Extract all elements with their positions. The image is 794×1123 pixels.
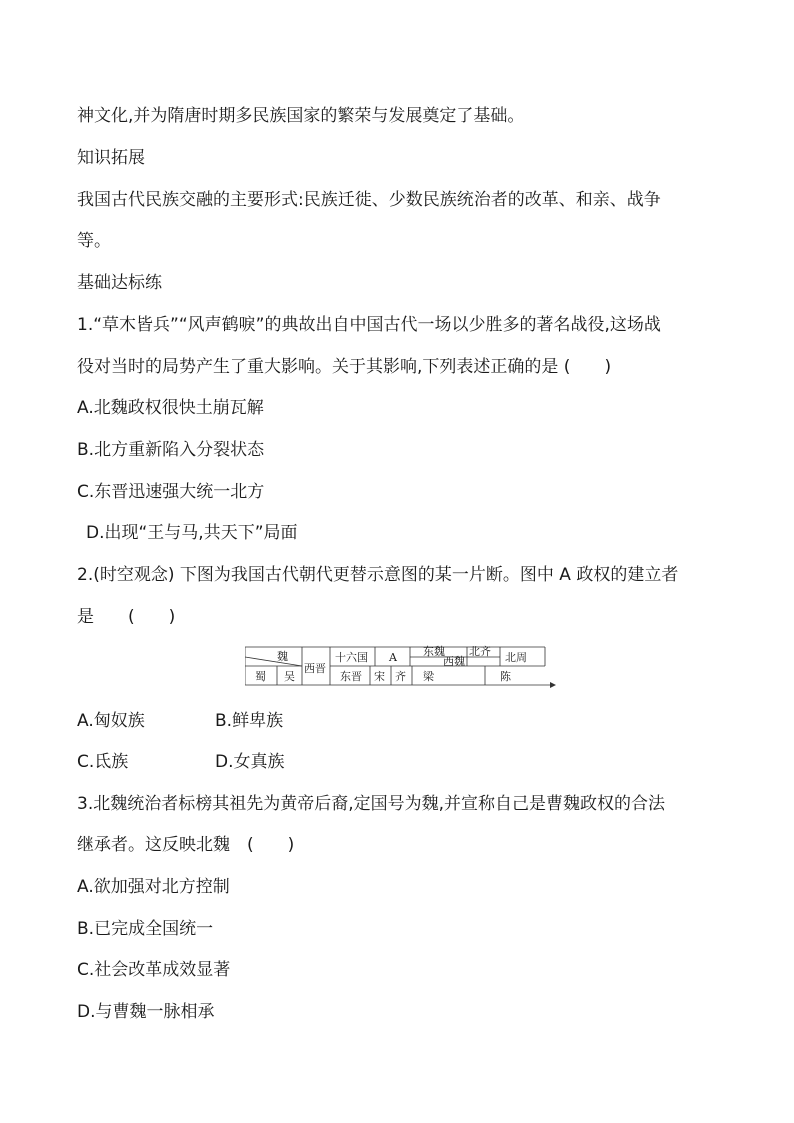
timeline-wei: 魏	[277, 650, 288, 663]
q3-option-d: D.与曹魏一脉相承	[77, 1002, 215, 1022]
timeline-eastern-wei: 东魏	[423, 645, 445, 658]
dynasty-timeline	[245, 644, 557, 690]
q1-option-d: D.出现“王与马,共天下”局面	[86, 523, 298, 543]
q3-stem-line1: 3.北魏统治者标榜其祖先为黄帝后裔,定国号为魏,并宣称自己是曹魏政权的合法	[77, 794, 666, 814]
q3-option-b: B.已完成全国统一	[77, 919, 214, 939]
timeline-eastern-jin: 东晋	[340, 670, 362, 683]
timeline-western-wei: 西魏	[443, 655, 465, 668]
q2-option-a: A.匈奴族	[77, 711, 145, 731]
extension-text-line2: 等。	[77, 231, 111, 251]
extension-heading: 知识拓展	[77, 148, 145, 168]
timeline-qi: 齐	[395, 670, 406, 683]
timeline-a: A	[389, 651, 397, 664]
q3-stem-line2: 继承者。这反映北魏 ( )	[77, 835, 295, 855]
timeline-shu: 蜀	[255, 670, 266, 683]
intro-line: 神文化,并为隋唐时期多民族国家的繁荣与发展奠定了基础。	[77, 106, 525, 126]
timeline-chen: 陈	[500, 670, 511, 683]
extension-text-line1: 我国古代民族交融的主要形式:民族迁徙、少数民族统治者的改革、和亲、战争	[77, 190, 661, 210]
q1-option-c: C.东晋迅速强大统一北方	[77, 482, 265, 502]
timeline-liang: 梁	[423, 670, 434, 683]
q2-option-b: B.鲜卑族	[215, 711, 284, 731]
section-heading: 基础达标练	[77, 273, 162, 293]
q1-stem-line2: 役对当时的局势产生了重大影响。关于其影响,下列表述正确的是 ( )	[77, 357, 612, 377]
timeline-western-jin: 西晋	[304, 662, 326, 675]
q3-option-a: A.欲加强对北方控制	[77, 877, 230, 897]
q2-option-c: C.氐族	[77, 752, 129, 772]
timeline-song: 宋	[374, 670, 385, 683]
q1-option-a: A.北魏政权很快土崩瓦解	[77, 398, 264, 418]
q1-stem-line1: 1.“草木皆兵”“风声鹤唳”的典故出自中国古代一场以少胜多的著名战役,这场战	[77, 315, 661, 335]
timeline-northern-qi: 北齐	[469, 645, 491, 658]
q2-stem-line2: 是 ( )	[77, 607, 176, 627]
timeline-northern-zhou: 北周	[505, 651, 527, 664]
q1-option-b: B.北方重新陷入分裂状态	[77, 440, 265, 460]
q2-option-d: D.女真族	[215, 752, 285, 772]
timeline-wu: 吴	[284, 670, 295, 683]
q2-stem-line1: 2.(时空观念) 下图为我国古代朝代更替示意图的某一片断。图中 A 政权的建立者	[77, 565, 679, 585]
timeline-sixteen-kingdoms: 十六国	[335, 651, 368, 664]
q3-option-c: C.社会改革成效显著	[77, 960, 231, 980]
